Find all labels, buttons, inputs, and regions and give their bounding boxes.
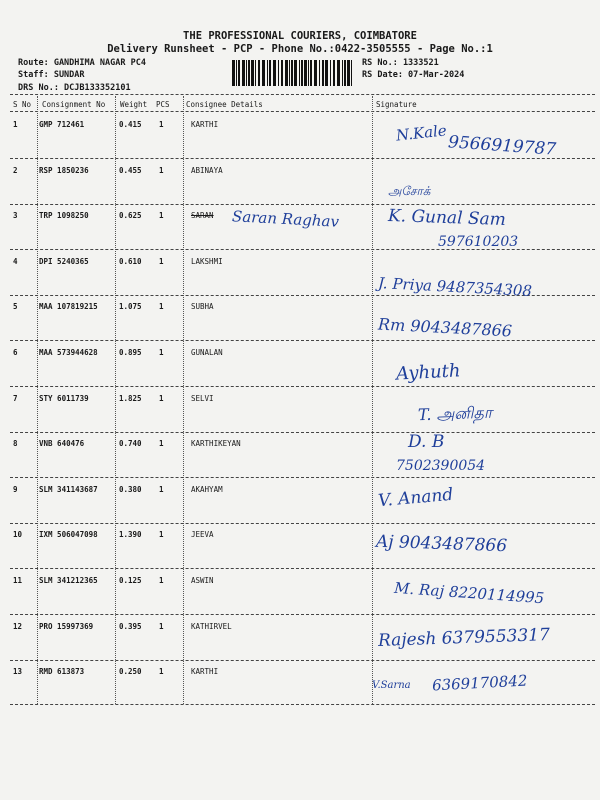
row-sno: 10: [13, 530, 23, 539]
route-label: Route: GANDHIMA NAGAR PC4: [18, 58, 146, 68]
row-weight: 0.740: [119, 439, 142, 448]
barcode-bar: [310, 60, 312, 86]
signature-row-12: Rajesh 6379553317: [377, 625, 551, 651]
barcode-bar: [304, 60, 307, 86]
row-consignment-no: STY 6011739: [39, 394, 89, 403]
barcode-bar: [269, 60, 271, 86]
row-weight: 0.395: [119, 622, 142, 631]
row-weight: 0.610: [119, 257, 142, 266]
barcode-bar: [342, 60, 343, 86]
barcode-bar: [322, 60, 324, 86]
drs-label: DRS No.: DCJB133352101: [18, 83, 131, 93]
row-weight: 0.895: [119, 348, 142, 357]
signature-row-13-phone: 6369170842: [431, 671, 528, 695]
signature-row-5: Rm 9043487866: [377, 314, 513, 341]
col-header-signature: Signature: [376, 100, 417, 109]
signature-row-10: Aj 9043487866: [375, 531, 508, 557]
signature-row-7: T. அனிதா: [417, 402, 493, 425]
row-divider: [10, 523, 595, 524]
row-consignment-no: MAA 107819215: [39, 302, 98, 311]
row-weight: 0.455: [119, 166, 142, 175]
row-consignee: KATHIRVEL: [191, 622, 232, 631]
header-divider-bottom: [10, 111, 595, 112]
signature-row-8-name: D. B: [408, 432, 445, 452]
row-consignee: ABINAYA: [191, 166, 223, 175]
row-weight: 1.075: [119, 302, 142, 311]
barcode-bar: [251, 60, 254, 86]
row-divider: [10, 477, 595, 478]
col-divider: [372, 96, 373, 704]
barcode-bar: [301, 60, 303, 86]
barcode-bar: [351, 60, 352, 86]
row-weight: 0.625: [119, 211, 142, 220]
barcode-bar: [255, 60, 256, 86]
row-consignment-no: RMD 613873: [39, 667, 85, 676]
row-sno: 11: [13, 576, 23, 585]
row-sno: 4: [13, 257, 18, 266]
row-pcs: 1: [159, 576, 164, 585]
row-pcs: 1: [159, 302, 164, 311]
barcode: [232, 60, 354, 86]
row-pcs: 1: [159, 530, 164, 539]
row-divider: [10, 614, 595, 615]
barcode-bar: [258, 60, 260, 86]
row-sno: 12: [13, 622, 23, 631]
company-title: THE PROFESSIONAL COURIERS, COIMBATORE: [183, 30, 417, 42]
runsheet-subtitle: Delivery Runsheet - PCP - Phone No.:0422-3505555 - Page No.:1: [107, 43, 493, 55]
row-consignment-no: SLM 341212365: [39, 576, 98, 585]
row-divider: [10, 204, 595, 205]
row-weight: 0.250: [119, 667, 142, 676]
table-bottom-rule: [10, 704, 595, 705]
signature-row-13-name: V.Sarna: [372, 680, 411, 691]
barcode-bar: [267, 60, 268, 86]
rs-date: RS Date: 07-Mar-2024: [362, 70, 465, 80]
signature-row-11: M. Raj 8220114995: [393, 578, 545, 608]
barcode-bar: [294, 60, 297, 86]
col-header-consignee: Consignee Details: [186, 100, 263, 109]
row-consignment-no: PRO 15997369: [39, 622, 94, 631]
row-sno: 9: [13, 485, 18, 494]
barcode-bar: [238, 60, 240, 86]
row-consignee: LAKSHMI: [191, 257, 223, 266]
row-consignment-no: SLM 341143687: [39, 485, 98, 494]
row-sno: 3: [13, 211, 18, 220]
row-pcs: 1: [159, 622, 164, 631]
row-consignment-no: RSP 1850236: [39, 166, 89, 175]
row-divider: [10, 386, 595, 387]
col-header-sno: S No: [13, 100, 32, 109]
barcode-bar: [236, 60, 237, 86]
col-header-pcs: PCS: [156, 100, 170, 109]
row-pcs: 1: [159, 394, 164, 403]
row-consignment-no: GMP 712461: [39, 120, 85, 129]
row-pcs: 1: [159, 667, 164, 676]
row-weight: 0.415: [119, 120, 142, 129]
col-divider: [115, 96, 116, 704]
row-pcs: 1: [159, 485, 164, 494]
row-consignment-no: DPI 5240365: [39, 257, 89, 266]
row-pcs: 1: [159, 166, 164, 175]
row-divider: [10, 432, 595, 433]
barcode-bar: [262, 60, 265, 86]
signature-row-9: V. Anand: [377, 484, 455, 512]
row-weight: 0.380: [119, 485, 142, 494]
row-consignment-no: TRP 1098250: [39, 211, 89, 220]
barcode-bar: [246, 60, 247, 86]
signature-row-3-correction: Saran Raghav: [231, 207, 340, 231]
barcode-bar: [347, 60, 350, 86]
signature-row-6: Ayhuth: [395, 360, 461, 385]
row-consignee: SELVI: [191, 394, 214, 403]
barcode-bar: [325, 60, 328, 86]
signature-row-3-name: K. Gunal Sam: [387, 205, 507, 231]
row-consignee: ASWIN: [191, 576, 214, 585]
barcode-bar: [337, 60, 340, 86]
barcode-bar: [291, 60, 293, 86]
row-pcs: 1: [159, 120, 164, 129]
row-divider: [10, 660, 595, 661]
row-consignee: KARTHI: [191, 120, 219, 129]
row-consignee: KARTHIKEYAN: [191, 439, 241, 448]
barcode-bar: [285, 60, 288, 86]
barcode-bar: [330, 60, 331, 86]
row-pcs: 1: [159, 348, 164, 357]
row-weight: 1.390: [119, 530, 142, 539]
row-sno: 7: [13, 394, 18, 403]
barcode-bar: [299, 60, 300, 86]
row-divider: [10, 568, 595, 569]
row-weight: 0.125: [119, 576, 142, 585]
barcode-bar: [273, 60, 276, 86]
barcode-bar: [281, 60, 283, 86]
signature-row-3-phone: 597610203: [438, 234, 519, 250]
rs-number: RS No.: 1333521: [362, 58, 439, 68]
row-pcs: 1: [159, 439, 164, 448]
signature-row-1-name: N.Kale: [395, 121, 448, 145]
barcode-bar: [289, 60, 290, 86]
row-sno: 1: [13, 120, 18, 129]
barcode-bar: [242, 60, 245, 86]
row-sno: 8: [13, 439, 18, 448]
signature-row-2: அசோக்: [388, 184, 431, 198]
row-consignment-no: IXM 506047098: [39, 530, 98, 539]
signature-row-4: J. Priya 9487354308: [377, 273, 533, 301]
col-divider: [37, 96, 38, 704]
row-sno: 5: [13, 302, 18, 311]
signature-row-1-phone: 9566919787: [447, 132, 557, 160]
barcode-bar: [278, 60, 279, 86]
staff-label: Staff: SUNDAR: [18, 70, 85, 80]
signature-row-8-phone: 7502390054: [396, 458, 486, 474]
row-consignee: AKAHYAM: [191, 485, 223, 494]
row-sno: 13: [13, 667, 23, 676]
row-consignee: GUNALAN: [191, 348, 223, 357]
row-sno: 6: [13, 348, 18, 357]
row-sno: 2: [13, 166, 18, 175]
row-consignee: SARAN: [191, 211, 214, 220]
barcode-bar: [333, 60, 335, 86]
barcode-bar: [248, 60, 250, 86]
col-header-consignment: Consignment No: [42, 100, 106, 109]
row-divider: [10, 158, 595, 159]
row-consignee: SUBHA: [191, 302, 214, 311]
barcode-bar: [232, 60, 235, 86]
header-divider-top: [10, 94, 595, 95]
row-weight: 1.825: [119, 394, 142, 403]
barcode-bar: [344, 60, 346, 86]
col-header-weight: Weight: [120, 100, 148, 109]
barcode-bar: [308, 60, 309, 86]
row-consignment-no: MAA 573944628: [39, 348, 98, 357]
row-consignee: JEEVA: [191, 530, 214, 539]
row-pcs: 1: [159, 257, 164, 266]
barcode-bar: [319, 60, 320, 86]
barcode-bar: [314, 60, 317, 86]
row-consignee: KARTHI: [191, 667, 219, 676]
row-pcs: 1: [159, 211, 164, 220]
col-divider: [183, 96, 184, 704]
row-consignment-no: VNB 640476: [39, 439, 85, 448]
